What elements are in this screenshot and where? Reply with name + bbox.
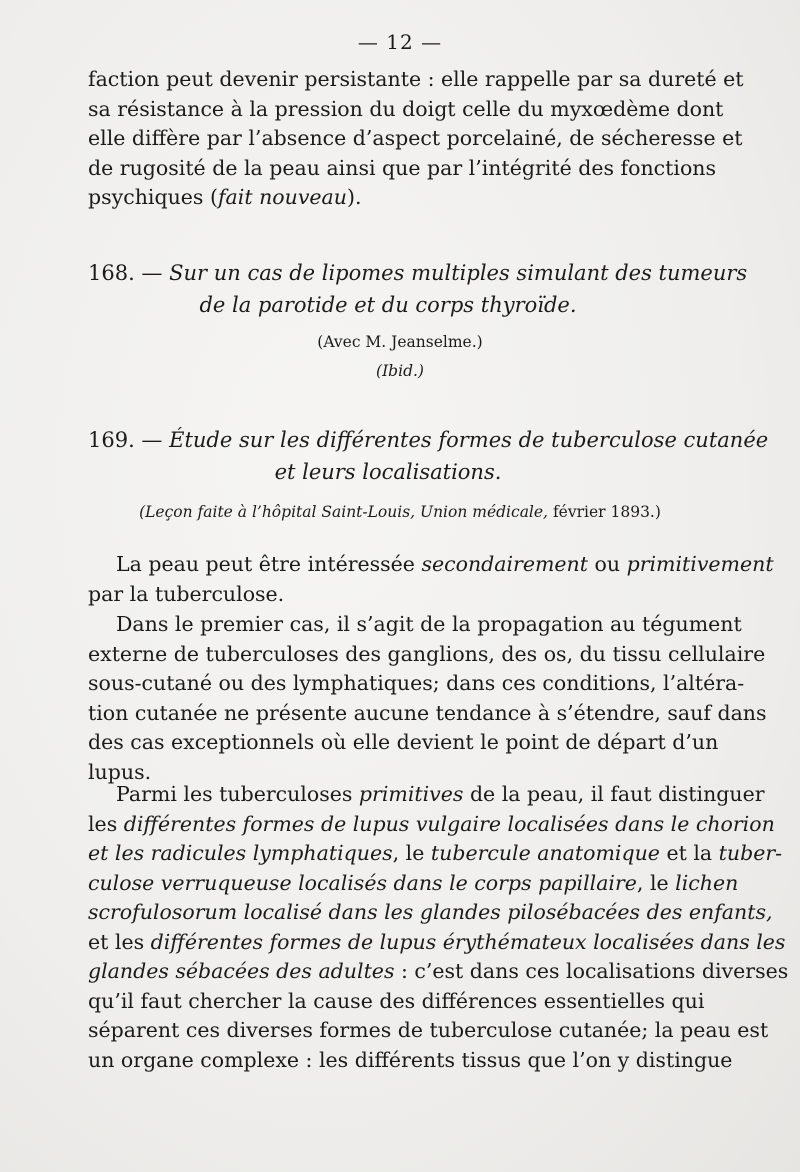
body-paragraph-1: La peau peut être intéressée secondairement ou primitivement par la tuberculose.: [88, 552, 774, 606]
entry-168-title: 168. — Sur un cas de lipomes multiples simulant des tumeurs de la parotide et du corps thyroïde.: [88, 261, 748, 317]
body-paragraph-3: Parmi les tuberculoses primitives de la peau, il faut distinguer les différentes formes de lupus vulgaire localisées dans le chorion et les radicules lymphatiques, le tubercule anatomique et la tuber- culose verruqueuse localisés dans le corps papillaire, le lichen scrofulosorum localisé dans les glandes pilosébacées des enfants, et les différentes formes de lupus érythémateux localisées dans les glandes sébacées des adultes : c’est dans ces localisations diverses qu’il faut chercher la cause des différences essentielles qui séparent ces diverses formes de tuberculose cutanée; la peau est un organe complexe : les différents tissus que l’on y distingue: [88, 782, 789, 1072]
text-line: psychiques (fait nouveau).: [88, 185, 362, 209]
page-number: — 12 —: [357, 30, 443, 54]
text-line: elle diffère par l’absence d’aspect porcelainé, de sécheresse et: [88, 126, 743, 150]
entry-168-note: (Avec M. Jeanselme.): [317, 333, 483, 351]
text-line: de rugosité de la peau ainsi que par l’intégrité des fonctions: [88, 155, 717, 180]
entry-number: 168. —: [88, 261, 163, 285]
text-line: faction peut devenir persistante : elle rappelle par sa dureté et: [88, 67, 744, 91]
body-paragraph-2: Dans le premier cas, il s’agit de la propagation au tégument externe de tuberculoses des ganglions, des os, du tissu cellulaire sous-cutané ou des lymphatiques; dans ces conditions, l’altéra- tion cutanée ne présente aucune tendance à s’étendre, sauf dans des cas exceptionnels où elle devient le point de départ d’un lupus.: [88, 612, 767, 784]
opening-paragraph: [88, 65, 744, 213]
entry-169-title: 169. — Étude sur les différentes formes de tuberculose cutanée et leurs localisations.: [88, 428, 769, 484]
entry-169-source: (Leçon faite à l’hôpital Saint-Louis, Union médicale, février 1893.): [139, 503, 661, 521]
entry-168-source: (Ibid.): [376, 362, 424, 380]
text-line: sa résistance à la pression du doigt celle du myxœdème dont: [88, 96, 724, 121]
entry-number: 169. —: [88, 428, 163, 452]
